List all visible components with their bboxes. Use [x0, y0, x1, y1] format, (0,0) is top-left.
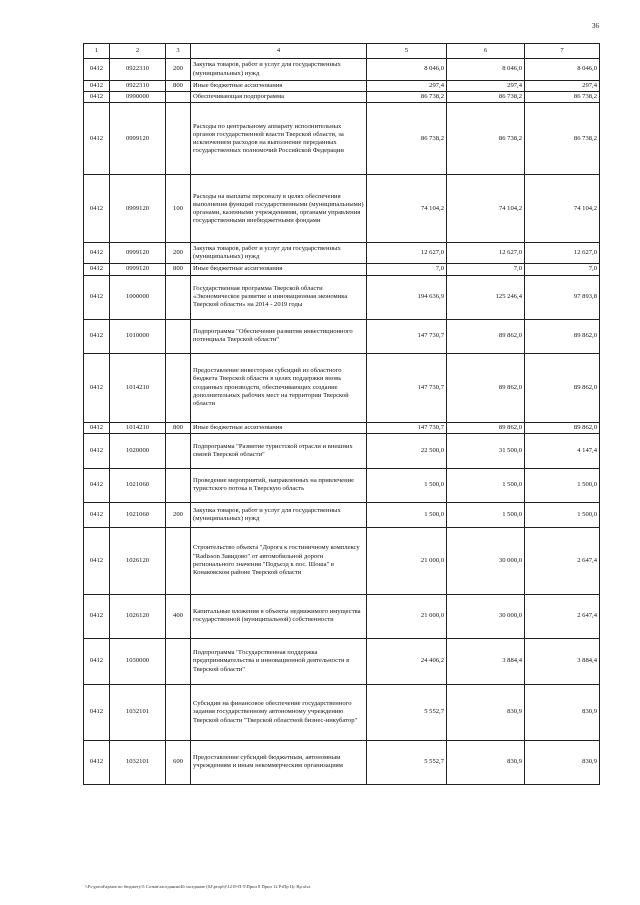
amount-col7-cell: 1 500,0: [525, 468, 600, 502]
amount-col5-cell: 86 738,2: [367, 103, 447, 175]
amount-col6-cell: 125 246,4: [447, 275, 525, 319]
item-name-cell: Закупка товаров, работ и услуг для государственных (муниципальных) нужд: [191, 502, 367, 527]
target-article-cell: 1000000: [110, 275, 166, 319]
item-name-cell: Строительство объекта "Дорога к гостиничному комплексу "Radisson Завидово" от автомобильной дороги регионального значения "Подъезд к пос. Шоша" в Конаковском районе Тверской области: [191, 527, 367, 594]
table-row: [84, 275, 600, 319]
amount-col7-cell: 297,4: [525, 81, 600, 92]
table-row: [84, 433, 600, 468]
amount-col6-cell: 86 738,2: [447, 92, 525, 103]
amount-col6-cell: 830,9: [447, 740, 525, 784]
amount-col7-cell: 1 500,0: [525, 502, 600, 527]
target-article-cell: 1026120: [110, 594, 166, 638]
section-code-cell: 0412: [84, 264, 110, 275]
amount-col5-cell: 24 406,2: [367, 638, 447, 684]
target-article-cell: 0990000: [110, 92, 166, 103]
amount-col7-cell: 2 647,4: [525, 594, 600, 638]
amount-col6-cell: 12 627,0: [447, 243, 525, 264]
expense-type-cell: [166, 92, 191, 103]
amount-col5-cell: 5 552,7: [367, 684, 447, 740]
item-name-cell: Расходы на выплаты персоналу в целях обеспечения выполнения функций государственными (муниципальными) органами, казенными учреждениями, органами управления государственными внебюджетными фондами: [191, 175, 367, 243]
target-article-cell: 1032101: [110, 740, 166, 784]
target-article-cell: 0922310: [110, 59, 166, 81]
table-row: [84, 264, 600, 275]
expense-type-cell: 200: [166, 502, 191, 527]
amount-col5-cell: 1 500,0: [367, 468, 447, 502]
section-code-cell: 0412: [84, 103, 110, 175]
table-row: [84, 684, 600, 740]
section-code-cell: 0412: [84, 175, 110, 243]
expense-type-cell: 100: [166, 175, 191, 243]
item-name-cell: Подпрограмма "Государственная поддержка предпринимательства и инновационной деятельности в Тверской области": [191, 638, 367, 684]
expense-type-cell: [166, 468, 191, 502]
section-code-cell: 0412: [84, 353, 110, 422]
table-row: [84, 740, 600, 784]
amount-col5-cell: 21 000,0: [367, 527, 447, 594]
section-code-cell: 0412: [84, 319, 110, 353]
expense-type-cell: [166, 275, 191, 319]
header-cell-3: 3: [166, 44, 191, 59]
amount-col7-cell: 830,9: [525, 684, 600, 740]
section-code-cell: 0412: [84, 594, 110, 638]
item-name-cell: Субсидии на финансовое обеспечение государственного задания государственному автономному учреждению Тверской области "Тверской областной бизнес-инкубатор": [191, 684, 367, 740]
expense-type-cell: 800: [166, 81, 191, 92]
expense-type-cell: 400: [166, 594, 191, 638]
target-article-cell: 0999120: [110, 243, 166, 264]
target-article-cell: 1021060: [110, 502, 166, 527]
amount-col7-cell: 2 647,4: [525, 527, 600, 594]
item-name-cell: Предоставление инвесторам субсидий из областного бюджета Тверской области в целях поддержки вновь созданных производств, обеспечивающих создание дополнительных рабочих мест на территории Тверской области: [191, 353, 367, 422]
amount-col7-cell: 4 147,4: [525, 433, 600, 468]
section-code-cell: 0412: [84, 433, 110, 468]
item-name-cell: Проведение мероприятий, направленных на привлечение туристского потока в Тверскую область: [191, 468, 367, 502]
item-name-cell: Государственная программа Тверской области «Экономическое развитие и инновационная экономика Тверской области» на 2014 - 2019 годы: [191, 275, 367, 319]
amount-col5-cell: 147 730,7: [367, 422, 447, 433]
amount-col6-cell: 7,0: [447, 264, 525, 275]
amount-col7-cell: 97 893,8: [525, 275, 600, 319]
section-code-cell: 0412: [84, 81, 110, 92]
amount-col6-cell: 8 046,0: [447, 59, 525, 81]
expense-type-cell: [166, 527, 191, 594]
item-name-cell: Капитальные вложения в объекты недвижимого имущества государственной (муниципальной) собственности: [191, 594, 367, 638]
target-article-cell: 0999120: [110, 264, 166, 275]
target-article-cell: 1030000: [110, 638, 166, 684]
header-cell-4: 4: [191, 44, 367, 59]
target-article-cell: 1032101: [110, 684, 166, 740]
target-article-cell: 1026120: [110, 527, 166, 594]
amount-col7-cell: 86 738,2: [525, 103, 600, 175]
target-article-cell: 0922310: [110, 81, 166, 92]
amount-col7-cell: 830,9: [525, 740, 600, 784]
amount-col6-cell: 89 862,0: [447, 422, 525, 433]
amount-col6-cell: 89 862,0: [447, 353, 525, 422]
header-cell-7: 7: [525, 44, 600, 59]
amount-col7-cell: 86 738,2: [525, 92, 600, 103]
amount-col7-cell: 74 104,2: [525, 175, 600, 243]
amount-col5-cell: 74 104,2: [367, 175, 447, 243]
section-code-cell: 0412: [84, 59, 110, 81]
item-name-cell: Иные бюджетные ассигнования: [191, 422, 367, 433]
section-code-cell: 0412: [84, 243, 110, 264]
expense-type-cell: [166, 353, 191, 422]
header-cell-2: 2: [110, 44, 166, 59]
table-row: [84, 175, 600, 243]
target-article-cell: 1010000: [110, 319, 166, 353]
amount-col5-cell: 21 000,0: [367, 594, 447, 638]
table-row: [84, 594, 600, 638]
amount-col7-cell: 12 627,0: [525, 243, 600, 264]
item-name-cell: Подпрограмма "Обеспечение развития инвестиционного потенциала Тверской области": [191, 319, 367, 353]
table-row: [84, 422, 600, 433]
target-article-cell: 1014210: [110, 353, 166, 422]
amount-col7-cell: 89 862,0: [525, 422, 600, 433]
table-row: [84, 92, 600, 103]
target-article-cell: 0999120: [110, 103, 166, 175]
item-name-cell: Закупка товаров, работ и услуг для государственных (муниципальных) нужд: [191, 59, 367, 81]
amount-col7-cell: 89 862,0: [525, 319, 600, 353]
amount-col7-cell: 7,0: [525, 264, 600, 275]
target-article-cell: 1014210: [110, 422, 166, 433]
amount-col5-cell: 194 636,9: [367, 275, 447, 319]
amount-col5-cell: 297,4: [367, 81, 447, 92]
expense-type-cell: [166, 684, 191, 740]
amount-col6-cell: 86 738,2: [447, 103, 525, 175]
section-code-cell: 0412: [84, 468, 110, 502]
expense-type-cell: 200: [166, 243, 191, 264]
expense-type-cell: [166, 433, 191, 468]
amount-col5-cell: 7,0: [367, 264, 447, 275]
amount-col6-cell: 3 884,4: [447, 638, 525, 684]
amount-col7-cell: 89 862,0: [525, 353, 600, 422]
amount-col5-cell: 22 500,0: [367, 433, 447, 468]
expense-type-cell: 600: [166, 740, 191, 784]
header-cell-6: 6: [447, 44, 525, 59]
item-name-cell: Расходы по центральному аппарату исполнительных органов государственной власти Тверской области, за исключением расходов на выполнение переданных государственных полномочий Российской Федерации: [191, 103, 367, 175]
table-row: [84, 103, 600, 175]
item-name-cell: Предоставление субсидий бюджетным, автономным учреждениям и иным некоммерческим организациям: [191, 740, 367, 784]
section-code-cell: 0412: [84, 740, 110, 784]
table-row: [84, 243, 600, 264]
table-row: [84, 638, 600, 684]
section-code-cell: 0412: [84, 527, 110, 594]
table-row: [84, 468, 600, 502]
target-article-cell: 0999120: [110, 175, 166, 243]
table-row: [84, 353, 600, 422]
table-row: [84, 59, 600, 81]
expense-type-cell: 800: [166, 264, 191, 275]
section-code-cell: 0412: [84, 92, 110, 103]
budget-table-body: [84, 44, 600, 785]
amount-col5-cell: 147 730,7: [367, 319, 447, 353]
amount-col6-cell: 297,4: [447, 81, 525, 92]
table-header-row: [84, 44, 600, 59]
expense-type-cell: [166, 103, 191, 175]
amount-col7-cell: 3 884,4: [525, 638, 600, 684]
amount-col5-cell: 1 500,0: [367, 502, 447, 527]
budget-table: [83, 43, 600, 785]
amount-col6-cell: 30 000,0: [447, 527, 525, 594]
item-name-cell: Иные бюджетные ассигнования: [191, 264, 367, 275]
table-row: [84, 502, 600, 527]
expense-type-cell: 200: [166, 59, 191, 81]
amount-col6-cell: 1 500,0: [447, 502, 525, 527]
table-row: [84, 527, 600, 594]
amount-col5-cell: 5 552,7: [367, 740, 447, 784]
expense-type-cell: 800: [166, 422, 191, 433]
section-code-cell: 0412: [84, 275, 110, 319]
amount-col6-cell: 74 104,2: [447, 175, 525, 243]
section-code-cell: 0412: [84, 638, 110, 684]
item-name-cell: Закупка товаров, работ и услуг для государственных (муниципальных) нужд: [191, 243, 367, 264]
section-code-cell: 0412: [84, 502, 110, 527]
amount-col5-cell: 86 738,2: [367, 92, 447, 103]
amount-col6-cell: 89 862,0: [447, 319, 525, 353]
item-name-cell: Обеспечивающая подпрограмма: [191, 92, 367, 103]
section-code-cell: 0412: [84, 422, 110, 433]
amount-col6-cell: 31 500,0: [447, 433, 525, 468]
amount-col6-cell: 830,9: [447, 684, 525, 740]
amount-col5-cell: 8 046,0: [367, 59, 447, 81]
header-cell-1: 1: [84, 44, 110, 59]
expense-type-cell: [166, 319, 191, 353]
target-article-cell: 1021060: [110, 468, 166, 502]
section-code-cell: 0412: [84, 684, 110, 740]
item-name-cell: Иные бюджетные ассигнования: [191, 81, 367, 92]
page-number: 36: [592, 22, 599, 30]
item-name-cell: Подпрограмма "Развитие туристской отрасли и внешних связей Тверской области": [191, 433, 367, 468]
file-path-footer: \\Fs-gorod\архив по бюджету\5 Созыв\заседания\46 заседание (02\ргорб)\1219-П-5\Прил 8 Прил 12 РзПр Цс Вр.xlsx: [85, 884, 311, 889]
target-article-cell: 1020000: [110, 433, 166, 468]
table-row: [84, 81, 600, 92]
amount-col7-cell: 8 046,0: [525, 59, 600, 81]
header-cell-5: 5: [367, 44, 447, 59]
table-row: [84, 319, 600, 353]
expense-type-cell: [166, 638, 191, 684]
amount-col5-cell: 147 730,7: [367, 353, 447, 422]
amount-col6-cell: 1 500,0: [447, 468, 525, 502]
amount-col5-cell: 12 627,0: [367, 243, 447, 264]
amount-col6-cell: 30 000,0: [447, 594, 525, 638]
